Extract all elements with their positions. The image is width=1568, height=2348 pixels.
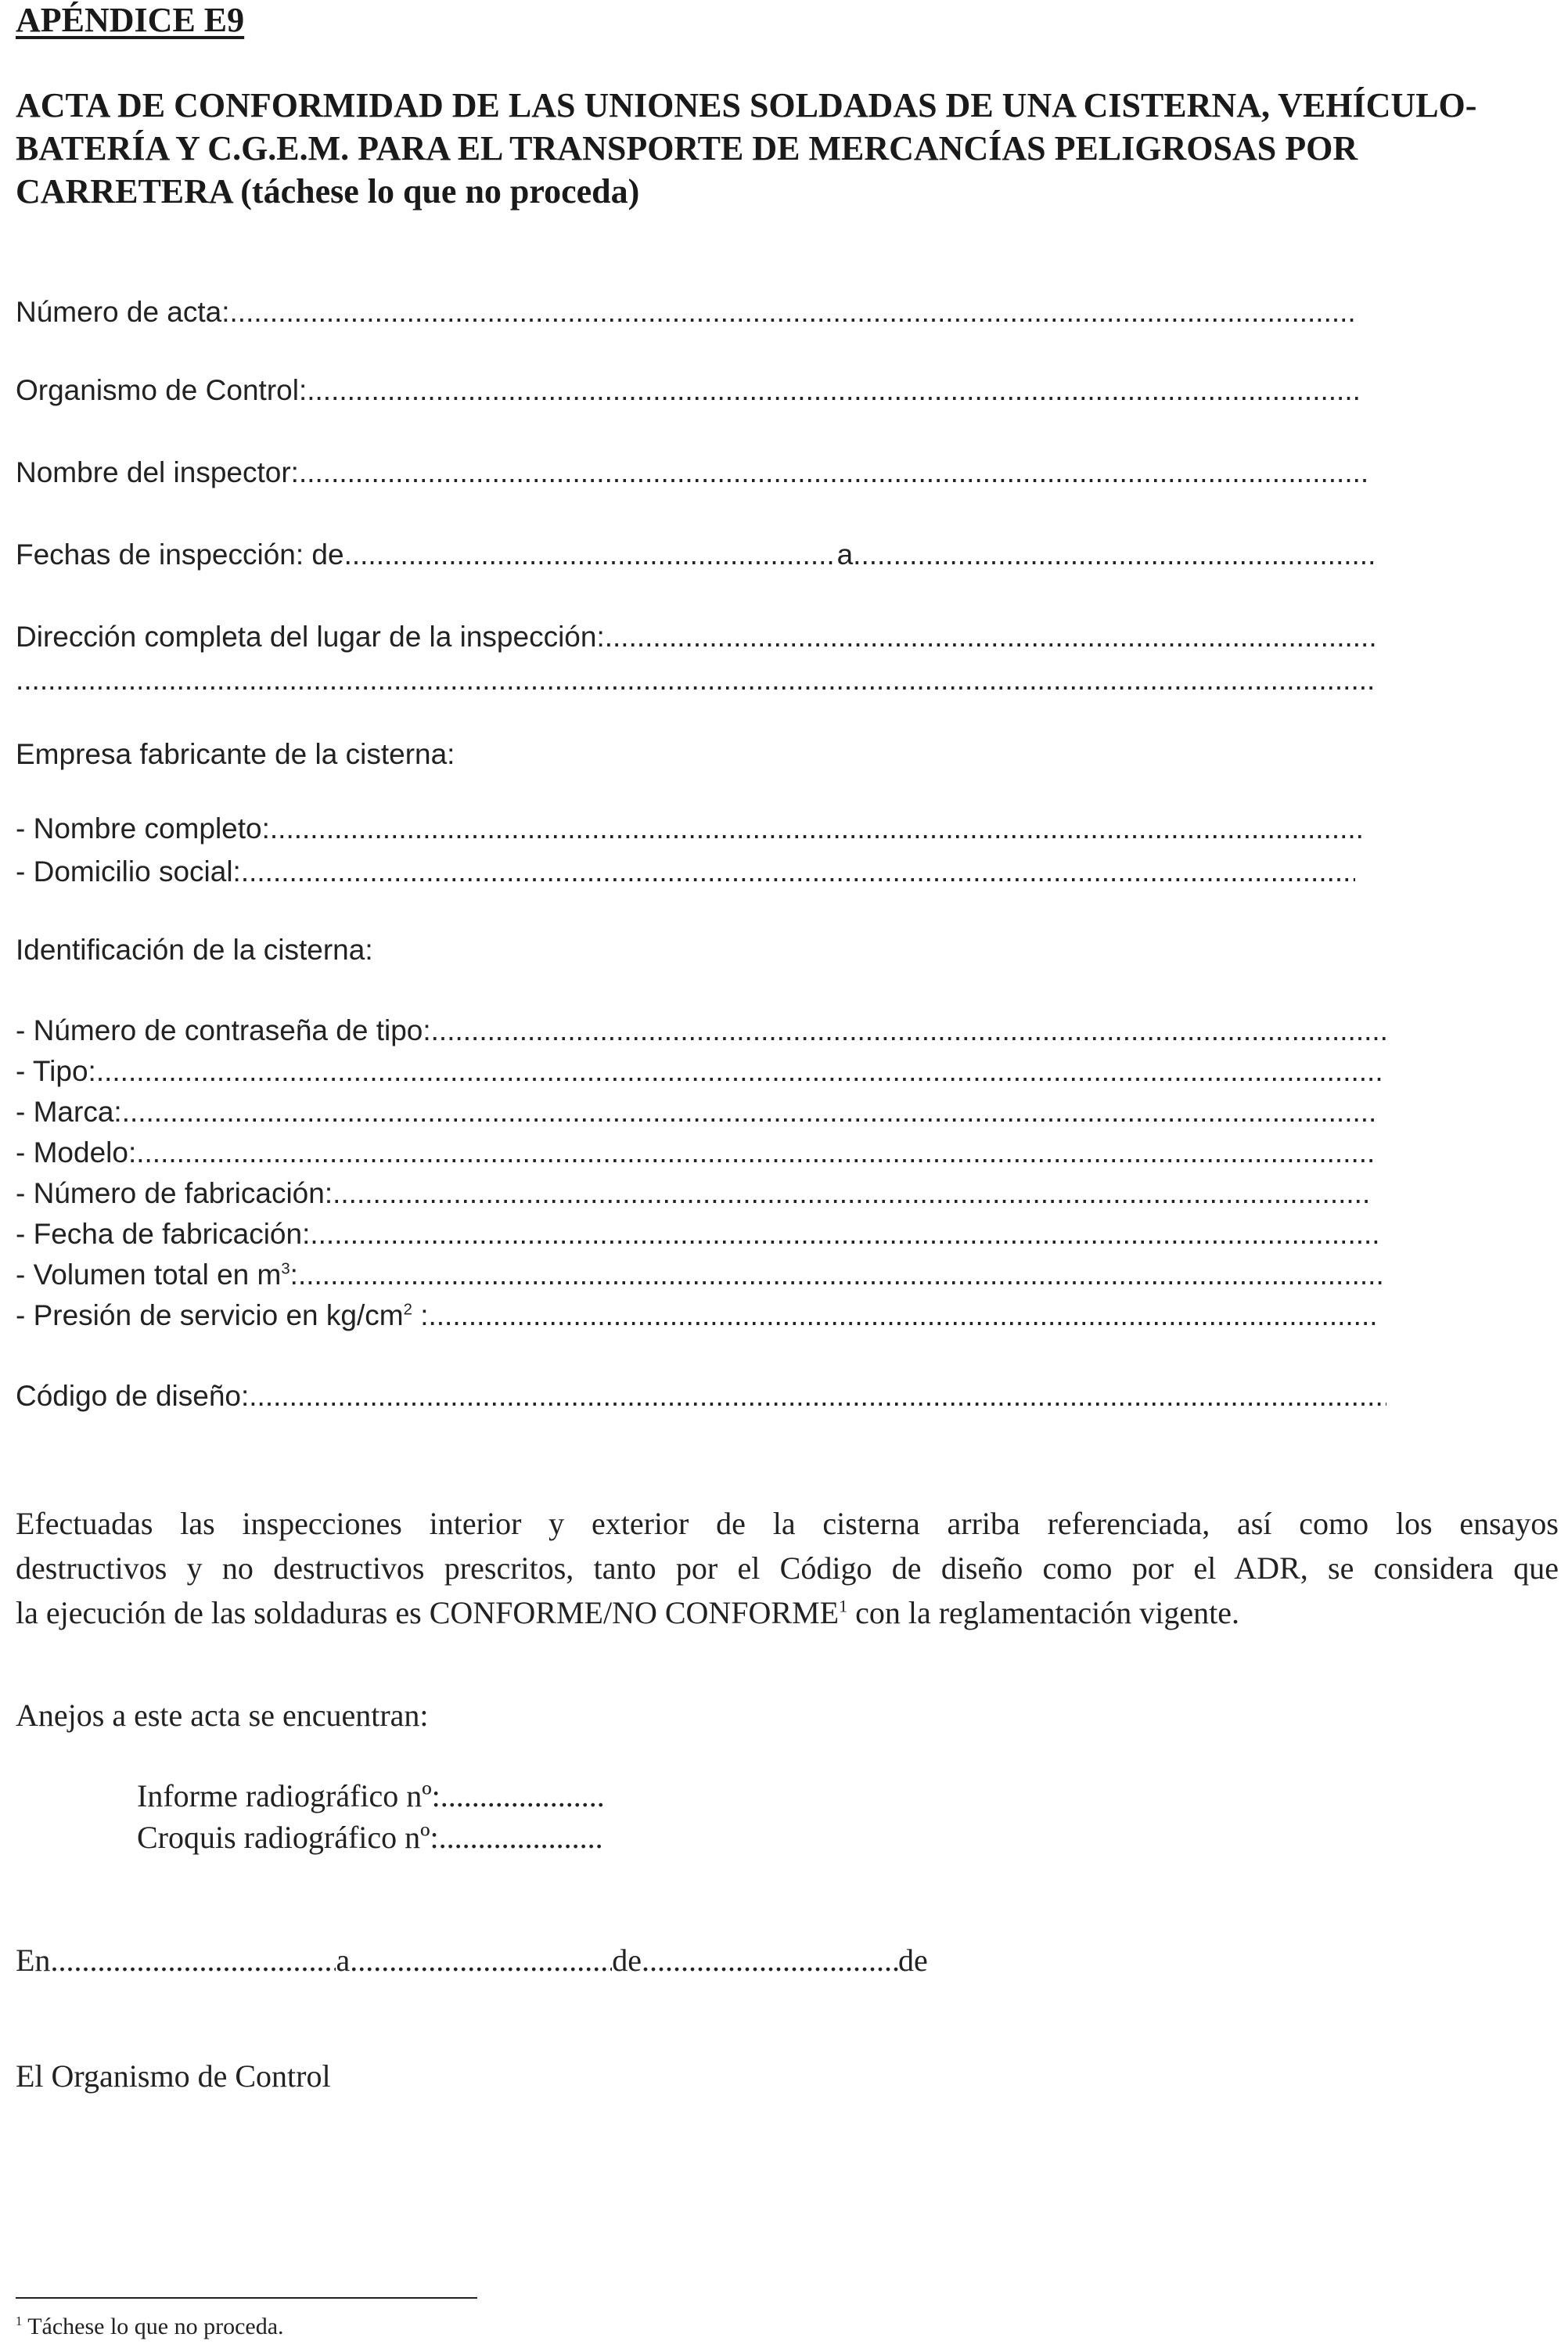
field-label-a: a	[836, 538, 854, 571]
fill-line	[249, 1381, 1386, 1410]
statement-line-2: destructivos y no destructivos prescritos, tanto por el Código de diseño como por el ADR, se considera que	[16, 1550, 1559, 1586]
field-label: Código de diseño:	[16, 1380, 250, 1412]
field-informe-radiografico[interactable]	[137, 1778, 602, 1813]
appendix-heading: APÉNDICE E9	[16, 1, 245, 39]
field-label: - Tipo:	[16, 1055, 96, 1087]
label-de-1: de	[612, 1943, 642, 1978]
fill-line	[136, 1138, 1373, 1167]
fill-line	[241, 857, 1355, 886]
fill-line-from	[344, 540, 837, 569]
fabricante-heading: Empresa fabricante de la cisterna:	[16, 738, 455, 770]
footnote-mark: 1	[16, 2314, 23, 2328]
field-label: Informe radiográfico nº:	[137, 1778, 441, 1813]
field-label: Croquis radiográfico nº:	[137, 1820, 439, 1855]
conformity-statement	[16, 1501, 1559, 1635]
field-tipo[interactable]	[16, 1057, 1381, 1086]
field-label: Organismo de Control:	[16, 374, 307, 406]
field-contrasena-tipo[interactable]	[16, 1016, 1386, 1045]
field-label: - Volumen total en $m^3$:	[16, 1259, 298, 1291]
field-volumen-total[interactable]	[16, 1260, 1386, 1289]
label-en: En	[16, 1943, 51, 1978]
title-line-2: BATERÍA Y C.G.E.M. PARA EL TRANSPORTE DE MERCANCÍAS PELIGROSAS POR	[16, 129, 1358, 167]
fill-line	[605, 622, 1377, 651]
field-codigo-diseno[interactable]	[16, 1381, 1386, 1410]
footnote: $^1$ Táchese lo que no proceda.	[16, 2314, 284, 2339]
field-lugar-fecha[interactable]	[16, 1945, 955, 1976]
field-label: Nombre del inspector:	[16, 456, 299, 488]
field-label: - Nombre completo:	[16, 812, 270, 844]
fill-line	[307, 376, 1363, 405]
statement-line-1: Efectuadas las inspecciones interior y exterior de la cisterna arriba referenciada, así como los ensayos	[16, 1506, 1559, 1541]
field-label: Fechas de inspección: de	[16, 538, 344, 571]
field-numero-acta[interactable]	[16, 297, 1358, 326]
field-organismo[interactable]	[16, 376, 1363, 405]
fill-line-day	[350, 1945, 612, 1976]
identificacion-heading: Identificación de la cisterna:	[16, 934, 373, 966]
field-numero-fabricacion[interactable]	[16, 1179, 1369, 1208]
superscript-2: 2	[403, 1301, 412, 1319]
label-de-2: de	[897, 1943, 928, 1978]
field-presion-servicio[interactable]	[16, 1301, 1377, 1330]
field-nombre-completo[interactable]	[16, 814, 1363, 843]
field-marca[interactable]	[16, 1097, 1377, 1126]
field-inspector[interactable]	[16, 458, 1367, 487]
fill-line	[298, 1260, 1386, 1289]
label-a: a	[336, 1943, 351, 1978]
footnote-divider	[16, 2297, 477, 2299]
statement-line-3: la ejecución de las soldaduras es CONFORME/NO CONFORME$^1$ con la reglamentación vigente.	[16, 1595, 1240, 1630]
field-label: - Presión de servicio en $kg/cm^2$ :	[16, 1299, 429, 1331]
fill-line	[439, 1822, 602, 1853]
fill-line	[441, 1781, 602, 1812]
fill-line-month	[642, 1945, 898, 1976]
fill-line	[299, 458, 1367, 487]
field-direccion-line-2[interactable]	[16, 665, 1377, 694]
fill-line-place	[50, 1945, 336, 1976]
fill-line	[431, 1016, 1386, 1045]
field-label: - Modelo:	[16, 1136, 137, 1169]
fill-line	[270, 814, 1363, 843]
anejos-heading: Anejos a este acta se encuentran:	[16, 1698, 429, 1733]
title-line-1: ACTA DE CONFORMIDAD DE LAS UNIONES SOLDADAS DE UNA CISTERNA, VEHÍCULO-	[16, 86, 1477, 124]
fill-line	[428, 1301, 1377, 1330]
title-line-3: CARRETERA (táchese lo que no proceda)	[16, 172, 640, 211]
field-label: - Marca:	[16, 1096, 122, 1128]
field-fecha-fabricacion[interactable]	[16, 1219, 1381, 1248]
field-fechas-inspeccion[interactable]	[16, 540, 1373, 569]
field-label: - Número de fabricación:	[16, 1177, 333, 1209]
field-label: Dirección completa del lugar de la inspección:	[16, 621, 605, 653]
footnote-ref: 1	[839, 1596, 848, 1616]
fill-line	[310, 1219, 1381, 1248]
fill-line	[230, 297, 1358, 326]
fill-line	[333, 1179, 1369, 1208]
field-label: - Domicilio social:	[16, 855, 241, 888]
field-direccion[interactable]	[16, 622, 1377, 651]
field-label: Número de acta:	[16, 296, 230, 328]
field-modelo[interactable]	[16, 1138, 1373, 1167]
field-domicilio-social[interactable]	[16, 857, 1355, 886]
fill-line	[16, 665, 1377, 694]
signature-label: El Organismo de Control	[16, 2058, 331, 2094]
fill-line	[96, 1057, 1381, 1086]
fill-line	[122, 1097, 1377, 1126]
field-croquis-radiografico[interactable]	[137, 1822, 602, 1853]
superscript-3: 3	[281, 1260, 290, 1278]
field-label: - Fecha de fabricación:	[16, 1218, 311, 1250]
field-label: - Número de contraseña de tipo:	[16, 1014, 431, 1046]
fill-line-to	[853, 540, 1373, 569]
